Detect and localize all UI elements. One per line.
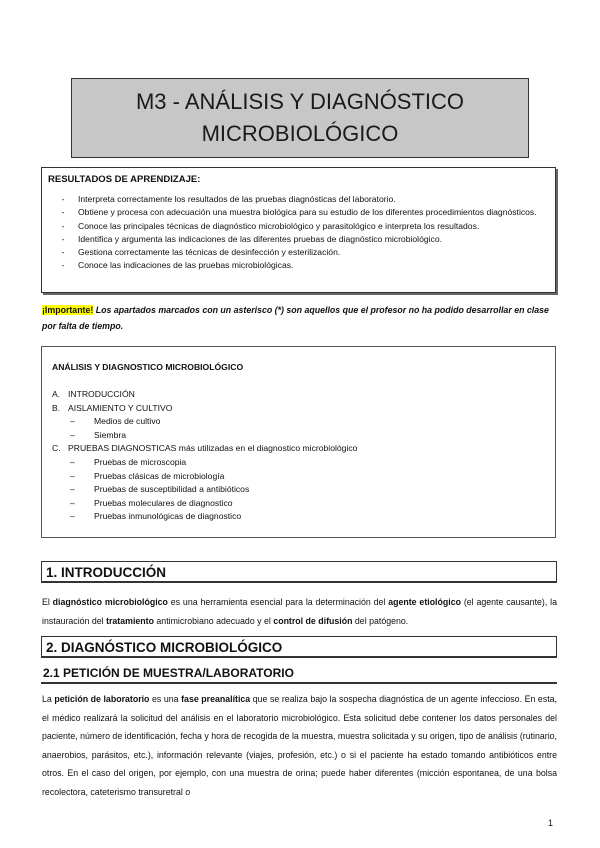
learning-outcomes-list [48, 193, 547, 273]
toc-heading: ANÁLISIS Y DIAGNOSTICO MICROBIOLÓGICO [52, 362, 244, 372]
section-heading-diagnostico: 2. DIAGNÓSTICO MICROBIOLÓGICO [41, 636, 557, 658]
toc-sub-label: Pruebas de microscopia [94, 456, 187, 467]
toc-section [52, 442, 545, 456]
outcome-text: Obtiene y procesa con adecuación una muestra biológica para su estudio de los diferentes procedimientos diagnósticos. [78, 207, 537, 218]
text-run-bold: tratamiento [106, 615, 154, 626]
text-run-bold: agente etiológico [388, 597, 461, 607]
important-note [42, 302, 557, 334]
text-run: (el agente causante), la instauración del [42, 597, 557, 626]
outcome-text: Conoce las indicaciones de las pruebas microbiológicas. [78, 260, 294, 271]
toc-subsection: – Pruebas moleculares de diagnostico [52, 497, 545, 511]
text-run: que se realiza bajo la sospecha diagnóstica de un agente infeccioso. En esta, el médico realizará la solicitud del análisis en el laboratorio microbiológico. Esta solicitud debe contener los datos personales del paciente, número de identificación, fecha y hora de recogida de la muestra, muestra solicitada y su origen, tipo de análisis (rutinario, anaerobios, parásitos, etc.), información relevante (viajes, profesión, etc.) o si el paciente ha estado tomando antibióticos entre otros. En el caso del origen, por ejemplo, con una muestra de orina; puede haber diferentes (micción espontanea, de una bolsa recolectora, cateterismo transuretral o [42, 694, 557, 797]
text-run: del patógeno. [352, 615, 409, 626]
text-run: es una herramienta esencial para la determinación del [167, 597, 389, 607]
toc-sub-label: Pruebas inmunológicas de diagnostico [94, 511, 242, 522]
document-title-line2: MICROBIOLÓGICO [201, 121, 399, 146]
text-run: antimicrobiano adecuado y el [153, 615, 274, 626]
table-of-contents [41, 346, 556, 538]
toc-sub-label: Medios de cultivo [94, 416, 161, 427]
section-peticion-paragraph [42, 690, 557, 802]
text-run: es una [149, 694, 182, 704]
text-run-bold: petición de laboratorio [54, 694, 150, 704]
outcome-text: Gestiona correctamente las técnicas de desinfección y esterilización. [78, 247, 341, 258]
toc-subsection: – Pruebas de microscopia [52, 456, 545, 470]
document-title-line1: M3 - ANÁLISIS Y DIAGNÓSTICO [135, 89, 465, 114]
section-heading-introduccion: 1. INTRODUCCIÓN [41, 561, 557, 583]
text-run-bold: fase preanalítica [181, 694, 251, 704]
toc-section [52, 402, 545, 416]
outcome-text: Interpreta correctamente los resultados de las pruebas diagnósticas del laboratorio. [78, 194, 396, 204]
toc-subsection: – Siembra [52, 429, 545, 443]
document-title-box [71, 78, 529, 158]
text-run: El [42, 597, 53, 607]
toc-sub-label: Pruebas clásicas de microbiología [94, 470, 225, 481]
toc-label: INTRODUCCIÓN [68, 389, 135, 399]
subsection-heading-peticion: 2.1 PETICIÓN DE MUESTRA/LABORATORIO [41, 665, 557, 684]
toc-sub-label: Pruebas de susceptibilidad a antibióticos [94, 484, 250, 495]
toc-subsection: – Pruebas inmunológicas de diagnostico [52, 510, 545, 524]
section-intro-paragraph [42, 593, 557, 630]
list-item: - Obtiene y procesa con adecuación una muestra biológica para su estudio de los diferentes procedimientos diagnósticos. [48, 206, 547, 219]
list-item: - Identifica y argumenta las indicaciones de las diferentes pruebas de diagnóstico microbiológico. [48, 233, 547, 246]
text-run: La [42, 694, 55, 704]
toc-subsection: – Pruebas de susceptibilidad a antibióticos [52, 483, 545, 497]
learning-outcomes-box [41, 167, 556, 293]
toc-sub-label: Siembra [94, 429, 126, 440]
outcome-text: Identifica y argumenta las indicaciones de las diferentes pruebas de diagnóstico microbiológico. [78, 233, 443, 244]
list-item: - Interpreta correctamente los resultados de las pruebas diagnósticas del laboratorio. [48, 193, 547, 206]
toc-sub-label: Pruebas moleculares de diagnostico [94, 497, 233, 508]
toc-subsection: – Medios de cultivo [52, 415, 545, 429]
learning-outcomes-heading: RESULTADOS DE APRENDIZAJE: [48, 174, 201, 185]
toc-subsection: – Pruebas clásicas de microbiología [52, 470, 545, 484]
text-run-bold: control de difusión [273, 615, 353, 626]
important-text: Los apartados marcados con un asterisco (*) son aquellos que el profesor no ha podido desarrollar en clase por falta de tiempo. [42, 305, 549, 331]
toc-label: AISLAMIENTO Y CULTIVO [68, 402, 173, 413]
toc-letter: A. [52, 389, 61, 399]
toc-label: PRUEBAS DIAGNOSTICAS más utilizadas en el diagnostico microbiológico [68, 443, 358, 454]
page-number: 1 [548, 818, 554, 828]
list-item: - Conoce las principales técnicas de diagnóstico microbiológico y parasitológico e interpreta los resultados. [48, 220, 547, 233]
toc-section [52, 388, 545, 402]
list-item: - Gestiona correctamente las técnicas de desinfección y esterilización. [48, 246, 547, 259]
toc-list [52, 388, 545, 524]
toc-letter: C. [52, 443, 61, 454]
important-label: ¡Importante! [42, 305, 94, 315]
outcome-text: Conoce las principales técnicas de diagnóstico microbiológico y parasitológico e interpreta los resultados. [78, 220, 480, 231]
toc-letter: B. [52, 402, 61, 413]
list-item: - Conoce las indicaciones de las pruebas microbiológicas. [48, 259, 547, 272]
text-run-bold: diagnóstico microbiológico [52, 597, 168, 607]
